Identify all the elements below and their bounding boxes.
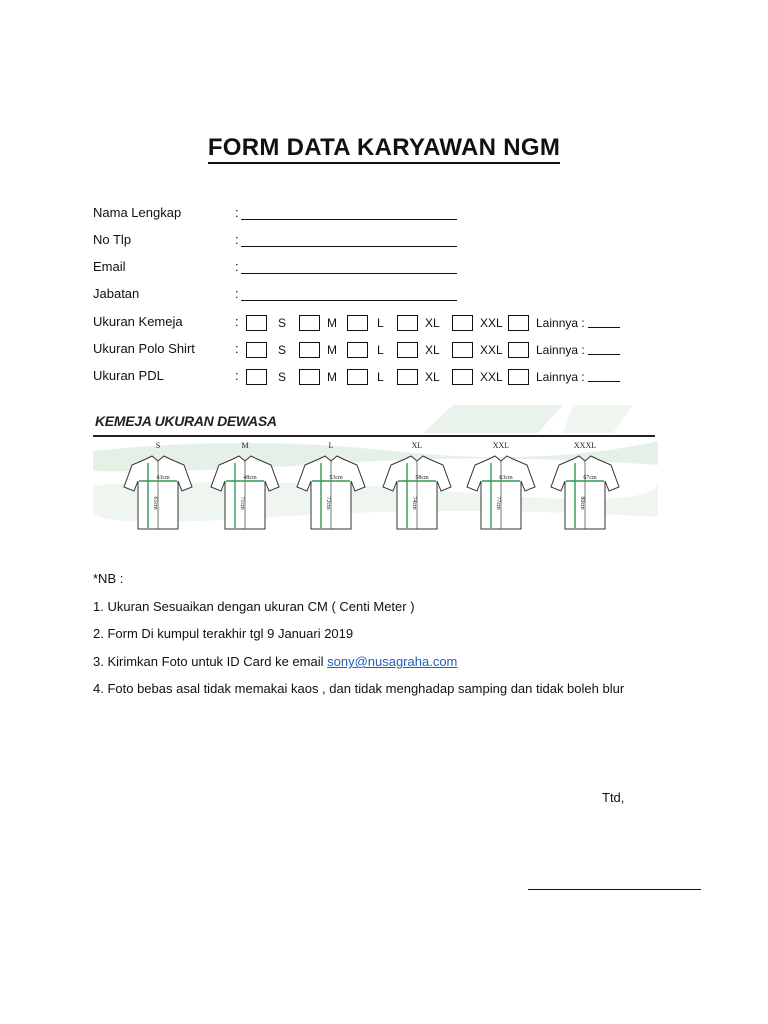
shirt-size-s xyxy=(118,441,198,533)
size-row-pdl xyxy=(0,368,768,388)
option-label-s: S xyxy=(278,316,287,330)
option-label-lainnya: Lainnya : xyxy=(536,343,585,357)
width-measure-label: 53cm xyxy=(329,475,343,481)
option-label-lainnya: Lainnya : xyxy=(536,316,585,330)
option-label-xxl: XXL xyxy=(480,316,503,330)
option-label-xl: XL xyxy=(425,370,440,384)
checkbox-l[interactable] xyxy=(347,369,368,385)
option-label-xl: XL xyxy=(425,316,440,330)
lainnya-field[interactable] xyxy=(588,381,620,382)
width-measure-label: 48cm xyxy=(243,475,257,481)
jabatan-colon: : xyxy=(235,286,239,301)
form-title: FORM DATA KARYAWAN NGM xyxy=(0,134,768,162)
shirt-size-m xyxy=(205,441,285,533)
note-item-4: 4. Foto bebas asal tidak memakai kaos , dan tidak menghadap samping dan tidak boleh blur xyxy=(93,681,625,696)
size-chart-rule xyxy=(93,435,655,437)
shirt-icon xyxy=(118,451,198,533)
option-label-xxl: XXL xyxy=(480,343,503,357)
shirt-size-label: S xyxy=(155,441,161,450)
shirt-icon xyxy=(291,451,371,533)
option-label-s: S xyxy=(278,343,287,357)
checkbox-s[interactable] xyxy=(246,369,267,385)
note-item-3-text: 3. Kirimkan Foto untuk ID Card ke email xyxy=(93,654,324,669)
nama-lengkap-field[interactable] xyxy=(241,219,457,220)
checkbox-xxl[interactable] xyxy=(452,342,473,358)
option-label-m: M xyxy=(327,343,337,357)
size-row-kemeja xyxy=(0,314,768,334)
checkbox-l[interactable] xyxy=(347,342,368,358)
checkbox-m[interactable] xyxy=(299,342,320,358)
size-chart xyxy=(93,405,658,533)
checkbox-xl[interactable] xyxy=(397,369,418,385)
shirt-icon xyxy=(205,451,285,533)
size-row-polo xyxy=(0,341,768,361)
note-item-1: 1. Ukuran Sesuaikan dengan ukuran CM ( Centi Meter ) xyxy=(93,599,415,614)
checkbox-xxl[interactable] xyxy=(452,369,473,385)
lainnya-field[interactable] xyxy=(588,354,620,355)
checkbox-xxl[interactable] xyxy=(452,315,473,331)
email-link[interactable]: sony@nusagraha.com xyxy=(327,654,458,669)
notes-heading: *NB : xyxy=(93,571,124,586)
size-row-colon: : xyxy=(235,341,239,356)
shirt-size-label: XXXL xyxy=(573,441,597,450)
note-item-3 xyxy=(93,654,457,669)
length-measure-label: 72cm xyxy=(325,496,331,510)
width-measure-label: 58cm xyxy=(415,475,429,481)
nama-lengkap-colon: : xyxy=(235,205,239,220)
option-label-m: M xyxy=(327,316,337,330)
email-field[interactable] xyxy=(241,273,457,274)
option-label-m: M xyxy=(327,370,337,384)
option-label-s: S xyxy=(278,370,287,384)
checkbox-s[interactable] xyxy=(246,315,267,331)
option-label-l: L xyxy=(377,343,384,357)
size-row-label: Ukuran Polo Shirt xyxy=(93,341,195,356)
size-row-colon: : xyxy=(235,314,239,329)
size-row-colon: : xyxy=(235,368,239,383)
option-label-xl: XL xyxy=(425,343,440,357)
length-measure-label: 80cm xyxy=(579,496,585,510)
lainnya-field[interactable] xyxy=(588,327,620,328)
checkbox-xl[interactable] xyxy=(397,315,418,331)
option-label-lainnya: Lainnya : xyxy=(536,370,585,384)
shirt-size-l xyxy=(291,441,371,533)
length-measure-label: 74cm xyxy=(411,496,417,510)
signature-line[interactable] xyxy=(528,889,701,890)
checkbox-xl[interactable] xyxy=(397,342,418,358)
email-label: Email xyxy=(93,259,126,274)
no-tlp-label: No Tlp xyxy=(93,232,132,247)
length-measure-label: 77cm xyxy=(495,496,501,510)
size-chart-title: KEMEJA UKURAN DEWASA xyxy=(95,413,277,429)
width-measure-label: 63cm xyxy=(499,475,513,481)
checkbox-l[interactable] xyxy=(347,315,368,331)
width-measure-label: 43cm xyxy=(156,475,170,481)
shirt-icon xyxy=(545,451,625,533)
length-measure-label: 65cm xyxy=(152,496,158,510)
checkbox-lainnya[interactable] xyxy=(508,342,529,358)
shirt-size-label: M xyxy=(241,441,249,450)
length-measure-label: 71cm xyxy=(239,496,245,510)
checkbox-m[interactable] xyxy=(299,369,320,385)
shirt-icon xyxy=(461,451,541,533)
size-row-label: Ukuran Kemeja xyxy=(93,314,183,329)
jabatan-field[interactable] xyxy=(241,300,457,301)
size-row-label: Ukuran PDL xyxy=(93,368,164,383)
checkbox-lainnya[interactable] xyxy=(508,315,529,331)
nama-lengkap-label: Nama Lengkap xyxy=(93,205,182,220)
note-item-2: 2. Form Di kumpul terakhir tgl 9 Januari 2019 xyxy=(93,626,354,641)
signature-label: Ttd, xyxy=(602,790,625,805)
checkbox-lainnya[interactable] xyxy=(508,369,529,385)
shirt-icon xyxy=(377,451,457,533)
no-tlp-field[interactable] xyxy=(241,246,457,247)
jabatan-label: Jabatan xyxy=(93,286,140,301)
shirt-size-xxl xyxy=(461,441,541,533)
width-measure-label: 67cm xyxy=(583,475,597,481)
checkbox-s[interactable] xyxy=(246,342,267,358)
checkbox-m[interactable] xyxy=(299,315,320,331)
shirt-size-xl xyxy=(377,441,457,533)
shirt-size-label: XXL xyxy=(492,441,510,450)
option-label-l: L xyxy=(377,370,384,384)
shirt-size-label: XL xyxy=(411,441,423,450)
option-label-xxl: XXL xyxy=(480,370,503,384)
option-label-l: L xyxy=(377,316,384,330)
no-tlp-colon: : xyxy=(235,232,239,247)
shirt-size-xxxl xyxy=(545,441,625,533)
email-colon: : xyxy=(235,259,239,274)
shirt-size-label: L xyxy=(328,441,334,450)
